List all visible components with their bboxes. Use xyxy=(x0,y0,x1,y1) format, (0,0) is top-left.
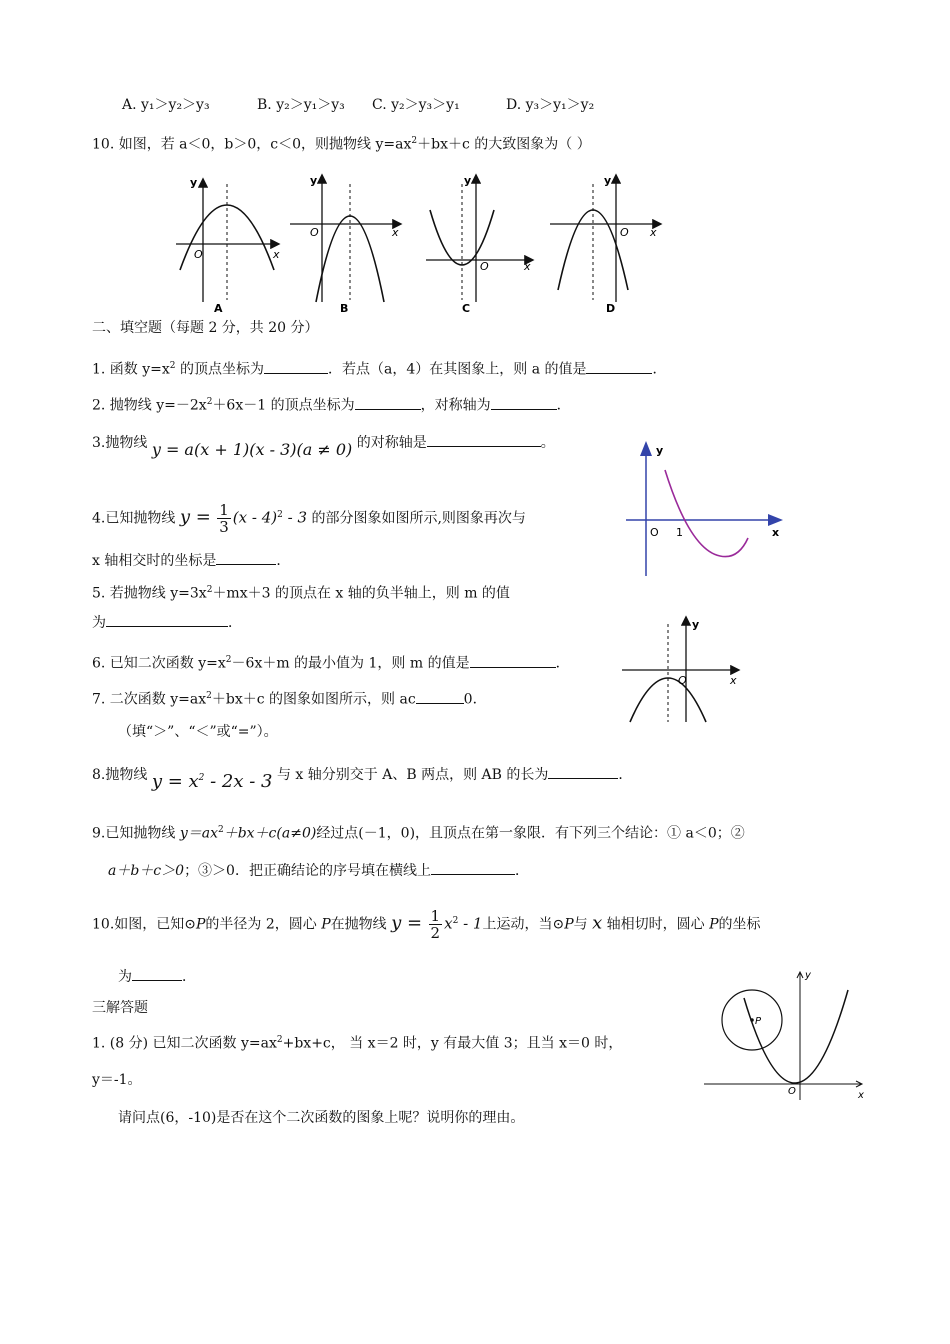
point-p-label: P xyxy=(755,1016,762,1027)
f4-fraction: $\frac{1}{3}$ xyxy=(219,501,229,536)
f3-text: 。 xyxy=(540,435,555,451)
origin-label: O xyxy=(620,226,629,239)
f3-text: 的对称轴是 xyxy=(356,435,427,451)
f5-text: ＋mx＋3 的顶点在 x 轴的负半轴上，则 m 的值 xyxy=(212,585,510,602)
graph-c xyxy=(426,174,532,315)
f4-text: ． xyxy=(276,553,291,569)
s1-text: +bx+c， 当 x＝2 时，y 有最大值 3；且当 x＝0 时， xyxy=(282,1035,623,1052)
f10-text: 为 xyxy=(118,969,132,985)
graph-a xyxy=(176,176,280,315)
f10-text: 与 xyxy=(573,916,593,933)
origin-label: O xyxy=(480,260,489,273)
answer-blank[interactable] xyxy=(427,432,541,447)
solve-question-1 xyxy=(92,1030,622,1054)
f10-math: P xyxy=(564,916,574,933)
exp: 2 xyxy=(411,136,418,146)
f4-text: 的部分图象如图所示,则图象再次与 xyxy=(311,510,526,527)
f10-math: P xyxy=(321,916,331,933)
f4-formula: (x - 4) xyxy=(232,508,278,527)
fill-question-9-cont xyxy=(108,860,529,881)
graph-label-d: D xyxy=(606,302,616,315)
q9-option-a: A. y₁＞y₂＞y₃ xyxy=(122,97,210,113)
answer-blank[interactable] xyxy=(264,359,328,374)
answer-blank[interactable] xyxy=(106,612,228,627)
exp: 2 xyxy=(206,691,212,701)
exp: 2 xyxy=(206,397,213,407)
graph-label-b: B xyxy=(340,302,349,315)
f10-text: 轴相切时，圆心 xyxy=(602,916,710,933)
exp: 2 xyxy=(169,361,176,371)
f10-fraction: $\frac{1}{2}$ xyxy=(430,907,441,942)
axis-y-label: y xyxy=(310,174,318,187)
f6-text: ． xyxy=(555,655,570,672)
f1-text: ． xyxy=(652,361,667,378)
f1-text: 1. 函数 y=x xyxy=(92,361,170,378)
graph-label-a: A xyxy=(214,302,223,315)
answer-blank[interactable] xyxy=(355,395,421,410)
f7-graph xyxy=(620,614,744,726)
solve-question-1-ask: 请问点(6，-10)是否在这个二次函数的图象上呢？说明你的理由。 xyxy=(118,1110,525,1126)
graph-b xyxy=(290,174,400,315)
f9-math: ＋bx＋c(a≠0) xyxy=(223,825,317,842)
f4-graph xyxy=(620,440,790,580)
q10-text-tail: ＋bx＋c 的大致图象为（ ） xyxy=(417,136,591,153)
f6-text: 6. 已知二次函数 y=x xyxy=(92,655,226,672)
q9-option-c: C. y₂＞y₃＞y₁ xyxy=(372,97,460,113)
axis-y-label: y xyxy=(190,176,198,189)
f5-text: 为 xyxy=(92,615,106,631)
f2-text: ，对称轴为 xyxy=(420,397,491,414)
fill-question-8 xyxy=(92,760,633,792)
section-3-title: 三解答题 xyxy=(92,1000,148,1016)
fill-question-4-cont xyxy=(92,550,290,571)
f8-text: 8.抛物线 xyxy=(92,767,148,783)
exp: 2 xyxy=(217,825,224,835)
q9-option-b: B. y₂＞y₁＞y₃ xyxy=(257,97,345,113)
f3-text: 3.抛物线 xyxy=(92,435,148,451)
fill-question-9 xyxy=(92,820,745,844)
f9-text: ；③＞0．把正确结论的序号填在横线上 xyxy=(184,863,431,879)
f10-formula: x xyxy=(444,914,453,933)
graph-label-c: C xyxy=(462,302,471,315)
f2-text: ． xyxy=(556,397,571,414)
f10-text: 的坐标 xyxy=(718,916,761,933)
f4-formula: y = xyxy=(179,506,211,528)
f10-text: ． xyxy=(182,969,196,985)
answer-blank[interactable] xyxy=(548,764,618,779)
origin-label: O xyxy=(678,674,687,687)
answer-blank[interactable] xyxy=(416,689,464,704)
solve-question-1-cont: y＝-1。 xyxy=(92,1072,142,1088)
axis-x-label: x xyxy=(772,526,780,539)
answer-blank[interactable] xyxy=(491,395,557,410)
f5-text: 5. 若抛物线 y=3x xyxy=(92,585,207,602)
f1-text: ．若点（a，4）在其图象上，则 a 的值是 xyxy=(327,361,587,378)
fill-question-4 xyxy=(92,502,526,535)
f8-text: 与 x 轴分别交于 A、B 两点，则 AB 的长为 xyxy=(276,767,549,783)
answer-blank[interactable] xyxy=(431,860,515,875)
graph-d-svg xyxy=(546,170,666,320)
fill-question-6 xyxy=(92,650,570,674)
f4-text: 4.已知抛物线 xyxy=(92,510,176,527)
f10-graph xyxy=(700,962,870,1102)
fill-question-5-cont xyxy=(92,612,242,633)
f2-text: 2. 抛物线 y=－2x xyxy=(92,397,207,414)
f2-text: ＋6x－1 的顶点坐标为 xyxy=(212,397,355,414)
answer-blank[interactable] xyxy=(132,966,182,981)
f9-text: 9.已知抛物线 xyxy=(92,825,180,842)
f9-math: y＝ax xyxy=(179,825,218,842)
f10-text: 10.如图，已知⊙ xyxy=(92,916,196,933)
f10-text: 的半径为 2，圆心 xyxy=(205,916,322,933)
q9-option-d: D. y₃＞y₁＞y₂ xyxy=(506,97,595,113)
f6-text: －6x＋m 的最小值为 1，则 m 的值是 xyxy=(231,655,470,672)
f4-text: x 轴相交时的坐标是 xyxy=(92,553,217,569)
fill-question-2 xyxy=(92,392,571,416)
origin-label: O xyxy=(310,226,319,239)
f8-text: ． xyxy=(618,767,633,783)
origin-label: O xyxy=(788,1086,796,1097)
f10-formula: y = xyxy=(391,912,423,934)
f4-formula: - 3 xyxy=(282,508,307,527)
exp: 2 xyxy=(276,1035,283,1045)
axis-x-label: x xyxy=(524,260,531,273)
exp: 2 xyxy=(206,585,213,595)
q10-text: 10. 如图，若 a＜0，b＞0，c＜0，则抛物线 y=ax xyxy=(92,136,412,153)
fill-question-1 xyxy=(92,356,666,380)
axis-x-label: x xyxy=(392,226,399,239)
f1-text: 的顶点坐标为 xyxy=(175,361,264,378)
answer-blank[interactable] xyxy=(470,653,556,668)
fill-question-10 xyxy=(92,908,761,941)
fill-question-7-hint: （填“＞”、“＜”或“=”）。 xyxy=(118,724,278,740)
axis-x-label: x xyxy=(650,226,657,239)
answer-blank[interactable] xyxy=(586,359,652,374)
axis-y-label: y xyxy=(464,174,472,187)
origin-label: O xyxy=(650,526,659,539)
exp: 2 xyxy=(452,915,459,926)
axis-y-label: y xyxy=(656,444,664,457)
f10-formula: - 1 xyxy=(458,914,483,933)
f9-text: 经过点(－1，0)，且顶点在第一象限．有下列三个结论：① xyxy=(316,825,686,842)
fill-question-3 xyxy=(92,432,555,459)
fill-question-10-cont xyxy=(118,966,196,987)
exp: 2 xyxy=(277,509,283,520)
section-2-title: 二、填空题（每题 2 分，共 20 分） xyxy=(92,320,319,336)
fill-question-7 xyxy=(92,686,487,710)
answer-blank[interactable] xyxy=(216,550,276,565)
origin-label: O xyxy=(194,248,203,261)
f10-text: 上运动，当⊙ xyxy=(482,916,565,933)
f3-formula: y = a(x + 1)(x - 3)(a ≠ 0) xyxy=(151,440,353,459)
f9-text: a＜0；② xyxy=(685,825,745,842)
f10-math: x xyxy=(592,912,603,934)
fill-question-5 xyxy=(92,580,510,604)
tick-1-label: 1 xyxy=(676,526,683,539)
axis-x-label: x xyxy=(273,248,280,261)
q10-graphs xyxy=(170,170,550,320)
axis-y-label: y xyxy=(604,174,612,187)
s1-text: 1. (8 分) 已知二次函数 y=ax xyxy=(92,1035,277,1052)
f10-text: 在抛物线 xyxy=(330,916,387,933)
question-10 xyxy=(92,131,591,155)
exp: 2 xyxy=(225,655,232,665)
f7-text: 7. 二次函数 y=ax xyxy=(92,691,207,708)
f9-text: ． xyxy=(514,863,529,879)
axis-x-label: x xyxy=(858,1090,864,1101)
f10-math: P xyxy=(196,916,206,933)
axis-y-label: y xyxy=(692,618,700,631)
axis-x-label: x xyxy=(730,674,737,687)
f7-text: 0． xyxy=(463,691,487,708)
f9-math: a＋b＋c＞0 xyxy=(108,863,185,879)
f8-formula: $y = x^2 - 2x - 3$ xyxy=(151,771,273,792)
f10-math: P xyxy=(709,916,719,933)
f7-text: ＋bx＋c 的图象如图所示，则 ac xyxy=(211,691,416,708)
axis-y-label: y xyxy=(805,970,811,981)
f5-text: ． xyxy=(228,615,242,631)
